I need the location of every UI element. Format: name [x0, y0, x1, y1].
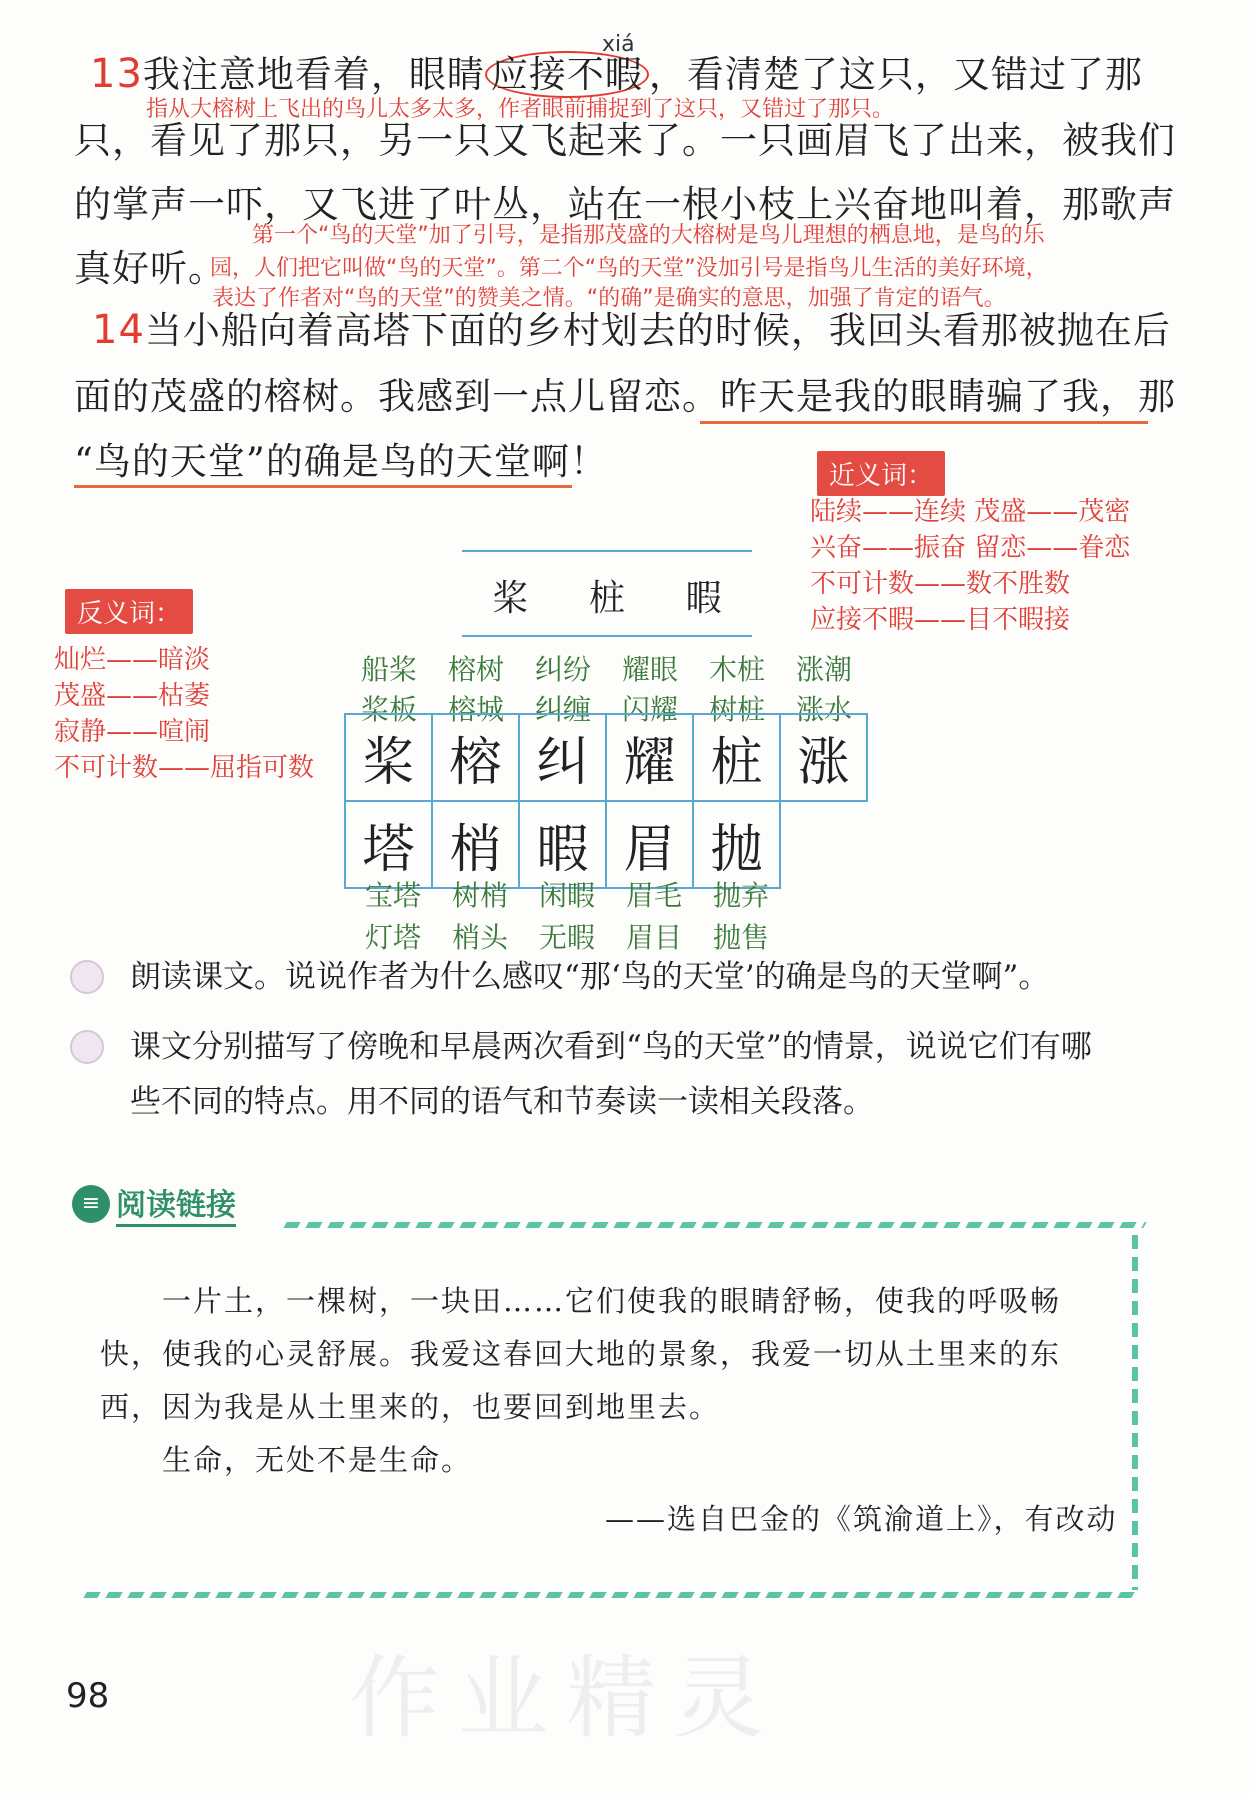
word: 纠缠: [534, 693, 591, 726]
question-2-line-2: 些不同的特点。用不同的语气和节奏读一读相关段落。: [130, 1084, 874, 1120]
antonym-pair: 不可计数——屈指可数: [54, 753, 315, 783]
grid-empty: [780, 801, 867, 888]
antonym-pair: 灿烂——暗淡: [54, 645, 211, 675]
reading-line-2: 快，使我的心灵舒展。我爱这春回大地的景象，我爱一切从土里来的东: [100, 1337, 1062, 1371]
text: ，看清楚了这只，又错过了那: [648, 53, 1143, 96]
note-quote-1: 第一个“鸟的天堂”加了引号，是指那茂盛的大榕树是鸟儿理想的栖息地，是鸟的乐: [252, 223, 1045, 248]
underline: [74, 485, 572, 488]
paragraph-14-line-3: “鸟的天堂”的确是鸟的天堂啊！: [74, 440, 608, 483]
word: 船桨: [360, 653, 417, 686]
word: 闲暇: [538, 879, 595, 912]
read-char: 桩: [588, 578, 625, 619]
grid-char: 暇: [519, 801, 606, 888]
synonym-pair: 兴奋——振奋 留恋——眷恋: [810, 533, 1131, 563]
word: 木桩: [708, 653, 765, 686]
note-quote-3: 表达了作者对“鸟的天堂”的赞美之情。“的确”是确实的意思，加强了肯定的语气。: [212, 286, 1006, 311]
note-quote-2: 园，人们把它叫做“鸟的天堂”。第二个“鸟的天堂”没加引号是指鸟儿生活的美好环境，: [210, 256, 1048, 281]
antonym-pair: 寂静——喧闹: [54, 717, 211, 747]
grid-char: 耀: [606, 714, 693, 801]
reading-line-1: 一片土，一棵树，一块田……它们使我的眼睛舒畅，使我的呼吸畅: [162, 1284, 1062, 1318]
grid-char: 眉: [606, 801, 693, 888]
word: 梢头: [451, 921, 508, 954]
book-icon: ≡: [72, 1185, 110, 1223]
synonyms-list: [810, 494, 1130, 638]
synonym-pair: 陆续——连续 茂盛——茂密: [810, 497, 1131, 527]
paragraph-14-line-1: [92, 307, 1171, 353]
question-bullet-icon: [70, 1030, 104, 1064]
synonym-pair: 应接不暇——目不暇接: [810, 605, 1071, 635]
antonym-pair: 茂盛——枯萎: [54, 681, 211, 711]
reading-box-right-border: [1132, 1235, 1138, 1590]
reading-box-bottom-border: [83, 1592, 1136, 1598]
question-bullet-icon: [70, 960, 104, 994]
reading-line-4: 生命，无处不是生命。: [162, 1443, 473, 1477]
paragraph-number: 13: [90, 51, 143, 97]
grid-char: 梢: [432, 801, 519, 888]
page-number: 98: [66, 1676, 110, 1716]
read-char: 暇: [685, 578, 722, 619]
underline: [700, 421, 1148, 424]
grid-char: 涨: [780, 714, 867, 801]
word: 纠纷: [534, 653, 591, 686]
note-13: 指从大榕树上飞出的鸟儿太多太多，作者眼前捕捉到了这只，又错过了那只。: [146, 97, 895, 122]
synonyms-tag: 近义词：: [817, 451, 945, 496]
paragraph-13-line-4: 真好听。: [74, 247, 226, 290]
text: 面的茂盛的榕树。我感到一点儿留恋。: [74, 375, 720, 418]
reading-link-header: [72, 1180, 236, 1227]
grid-char: 桨: [345, 714, 432, 801]
read-chars-top-line: [462, 550, 752, 552]
grid-char: 纠: [519, 714, 606, 801]
word: 灯塔: [364, 921, 421, 954]
read-chars-bottom-line: [462, 635, 752, 637]
question-1: 朗读课文。说说作者为什么感叹“那‘鸟的天堂’的确是鸟的天堂啊”。: [130, 959, 1050, 995]
paragraph-13-line-1: [90, 51, 1143, 97]
reading-line-3: 西，因为我是从土里来的，也要回到地里去。: [100, 1390, 721, 1424]
word: 榕树: [447, 653, 504, 686]
word: 树梢: [451, 879, 508, 912]
paragraph-number: 14: [92, 307, 145, 353]
reading-source: ——选自巴金的《筑渝道上》，有改动: [605, 1502, 1118, 1536]
read-chars: [462, 570, 752, 621]
word: 抛弃: [712, 879, 769, 912]
word: 闪耀: [621, 693, 678, 726]
underlined-text: 昨天是我的眼睛骗了我，那: [720, 375, 1176, 418]
word: 眉目: [625, 921, 682, 954]
word: 眉毛: [625, 879, 682, 912]
paragraph-14-line-2: [74, 375, 1176, 418]
grid-char: 抛: [693, 801, 780, 888]
word: 耀眼: [621, 653, 678, 686]
word: 抛售: [712, 921, 769, 954]
grid-char: 榕: [432, 714, 519, 801]
circled-word: 应接不暇: [485, 51, 649, 98]
text: 当小船向着高塔下面的乡村划去的时候，我回头看那被抛在后: [144, 309, 1171, 352]
reading-link-title: 阅读链接: [116, 1180, 236, 1227]
paragraph-13-line-3: 的掌声一吓，又飞进了叶丛，站在一根小枝上兴奋地叫着，那歌声: [74, 183, 1176, 226]
watermark-text: 作业精灵: [350, 1646, 782, 1751]
word: 榕城: [447, 693, 504, 726]
question-2-line-1: 课文分别描写了傍晚和早晨两次看到“鸟的天堂”的情景，说说它们有哪: [130, 1029, 1092, 1065]
word: 树桩: [708, 693, 765, 726]
word: 涨潮: [795, 653, 852, 686]
grid-char: 桩: [693, 714, 780, 801]
text: 我注意地看着，眼睛: [142, 53, 485, 96]
antonyms-tag: 反义词：: [65, 589, 193, 634]
paragraph-13-line-2: 只，看见了那只，另一只又飞起来了。一只画眉飞了出来，被我们: [74, 119, 1176, 162]
pinyin-annotation: xiá: [602, 32, 635, 57]
antonyms-list: [54, 642, 314, 786]
read-char: 桨: [492, 578, 529, 619]
writing-grid: [344, 713, 868, 889]
word: 桨板: [360, 693, 417, 726]
synonym-pair: 不可计数——数不胜数: [810, 569, 1071, 599]
grid-char: 塔: [345, 801, 432, 888]
word: 涨水: [795, 693, 852, 726]
word: 无暇: [538, 921, 595, 954]
word: 宝塔: [364, 879, 421, 912]
reading-box-top-border: [283, 1222, 1146, 1228]
